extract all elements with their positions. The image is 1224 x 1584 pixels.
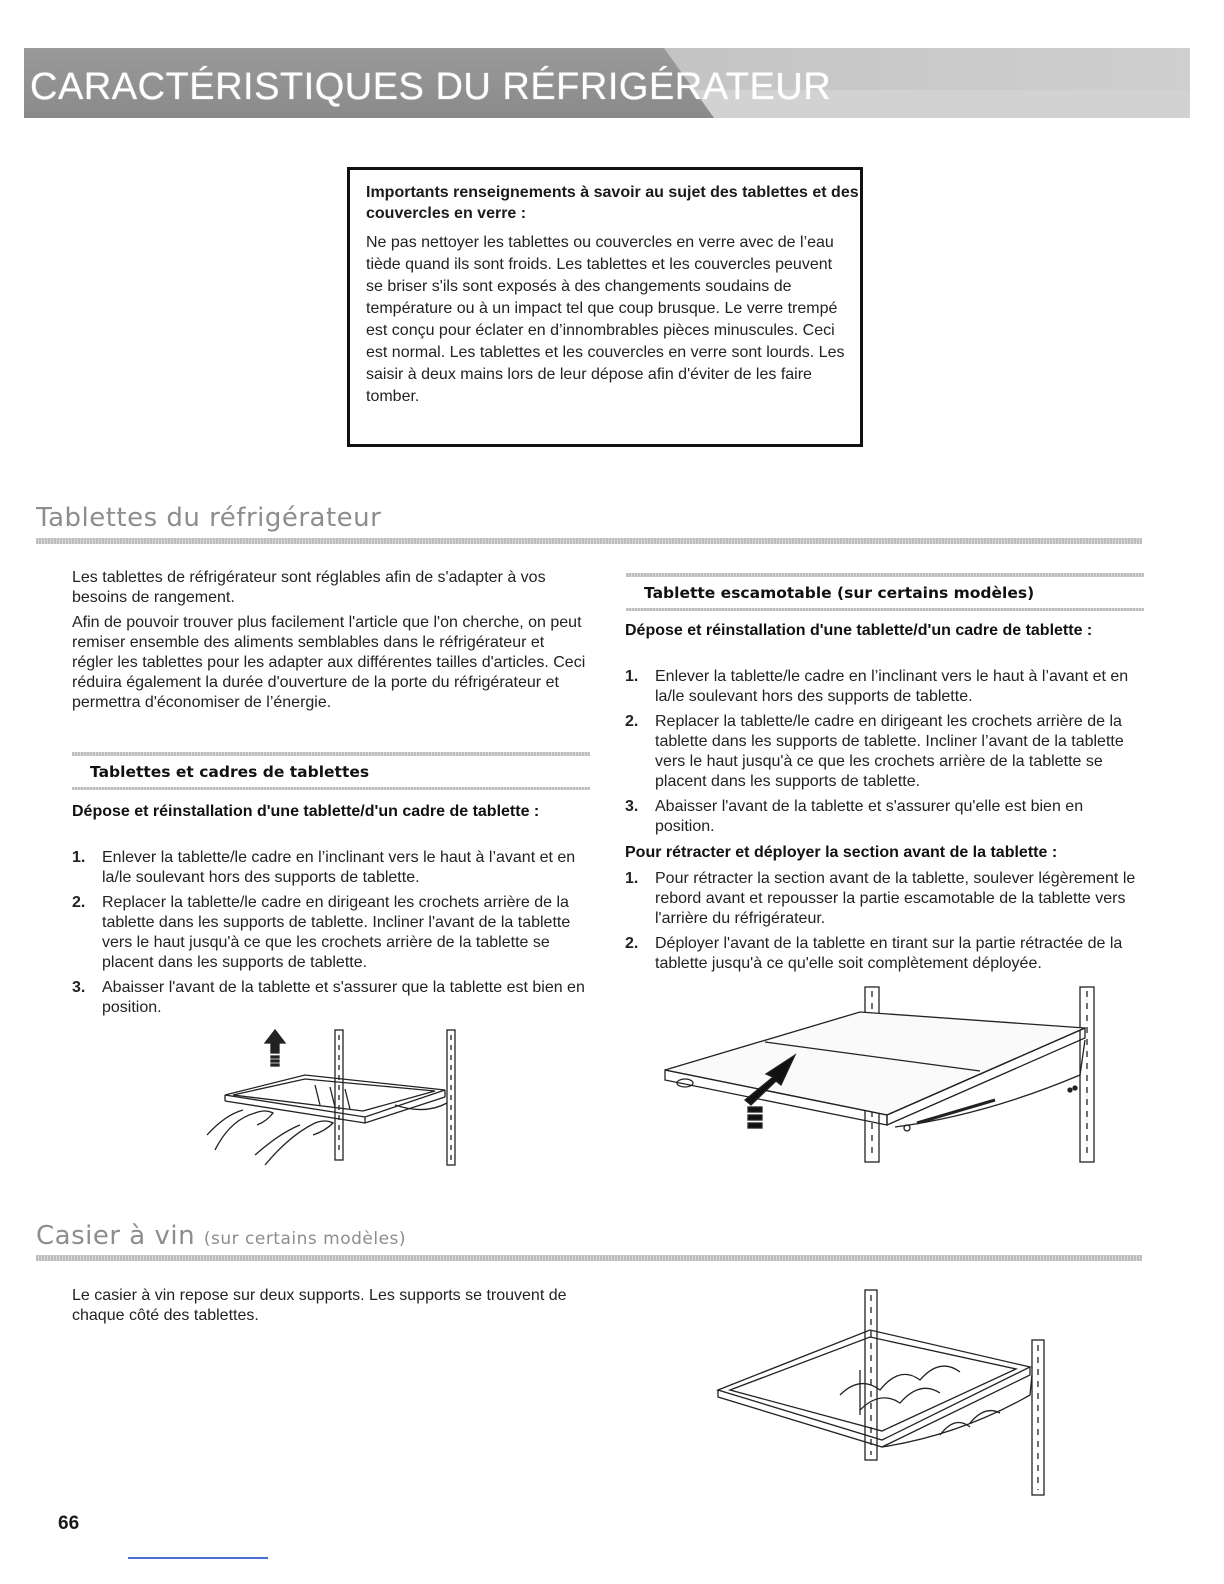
page-number: 66 [58,1513,80,1534]
retractable-shelf-illustration [655,985,1115,1165]
bottom-underline [128,1557,268,1559]
section-title-shelves: Tablettes du réfrigérateur [36,503,382,533]
subsection-heading-retractable: Tablette escamotable (sur certains modèles) [644,584,1035,602]
step-text: Enlever la tablette/le cadre en l’inclinant vers le haut à l’avant et en la/le soulevant hors des supports de tablette. [102,849,576,886]
list-item [625,712,1143,792]
page-title: CARACTÉRISTIQUES DU RÉFRIGÉRATEUR [30,66,832,108]
frames-subheading: Dépose et réinstallation d'une tablette/d'un cadre de tablette : [72,803,540,820]
retractable-subheading: Dépose et réinstallation d'une tablette/d'un cadre de tablette : [625,622,1093,639]
wine-title-suffix: (sur certains modèles) [203,1229,407,1249]
step-number: 3. [625,798,639,815]
intro-paragraph-2: Afin de pouvoir trouver plus facilement l'article que l'on cherche, on peut remiser ensemble des aliments semblables dans le réfrigérateur et régler les tablettes pour les adapter aux différentes tailles d'articles. Ceci réduira également la durée d'ouverture de la porte du réfrigérateur et permettra d'économiser de l’énergie. [72,614,586,711]
step-text: Enlever la tablette/le cadre en l’inclinant vers le haut à l’avant et en la/le soulevant hors des supports de tablette. [655,668,1129,705]
list-item [625,797,1143,837]
list-item [625,667,1143,707]
step-number: 2. [625,935,639,952]
step-number: 2. [625,713,639,730]
wine-title: Casier à vin [36,1221,196,1251]
section-rule [36,1255,1142,1261]
list-item [72,893,590,973]
step-number: 1. [72,849,86,866]
step-number: 1. [625,668,639,685]
section-rule [36,538,1142,544]
step-number: 1. [625,870,639,887]
list-item [72,848,590,888]
list-item [625,869,1143,929]
step-text: Replacer la tablette/le cadre en dirigeant les crochets arrière de la tablette dans les supports de tablette. Incliner l’avant de la tablette vers le haut jusqu'à ce que les crochets arrière de la tablette se placent dans les supports de tablette. [655,713,1124,790]
step-text: Replacer la tablette/le cadre en dirigeant les crochets arrière de la tablette dans les supports de tablette. Incliner l'avant de la tablette vers le haut jusqu'à ce que les crochets arrière de la tablette se placent dans les supports de tablette. [102,894,571,971]
subsection-heading-frames: Tablettes et cadres de tablettes [90,763,370,781]
step-text: Abaisser l'avant de la tablette et s'assurer qu'elle est bien en position. [655,798,1084,835]
subsection-rule [72,752,590,756]
list-item [625,934,1143,974]
subsection-rule [626,573,1144,577]
intro-paragraph-1: Les tablettes de réfrigérateur sont réglables afin de s'adapter à vos besoins de rangement. [72,569,546,606]
subsection-rule [626,608,1144,611]
notice-body: Ne pas nettoyer les tablettes ou couvercles en verre avec de l’eau tiède quand ils sont froids. Les tablettes et les couvercles peuvent se briser s'ils sont exposés à des changements soudains de température ou à un impact tel que coup brusque. Le verre trempé est conçu pour éclater en d’innombrables pièces minuscules. Ceci est normal. Les tablettes et les couvercles en verre sont lourds. Les saisir à deux mains lors de leur dépose afin d'éviter de les faire tomber. [366,234,845,405]
step-text: Pour rétracter la section avant de la tablette, soulever légèrement le rebord avant et repousser la partie escamotable de la tablette vers l'arrière du réfrigérateur. [655,870,1136,927]
step-number: 3. [72,979,86,996]
notice-title: Importants renseignements à savoir au sujet des tablettes et des couvercles en verre : [366,184,859,222]
step-text: Déployer l'avant de la tablette en tirant sur la partie rétractée de la tablette jusqu'à ce qu'elle soit complètement déployée. [655,935,1123,972]
step-text: Abaisser l'avant de la tablette et s'assurer que la tablette est bien en position. [102,979,585,1016]
section-title-wine [36,1221,406,1251]
retract-subheading: Pour rétracter et déployer la section avant de la tablette : [625,844,1058,861]
step-number: 2. [72,894,86,911]
wine-paragraph: Le casier à vin repose sur deux supports. Les supports se trouvent de chaque côté des tablettes. [72,1287,567,1324]
list-item [72,978,590,1018]
shelf-removal-illustration [195,1025,475,1170]
subsection-rule [72,787,590,790]
wine-rack-illustration [710,1285,1060,1500]
